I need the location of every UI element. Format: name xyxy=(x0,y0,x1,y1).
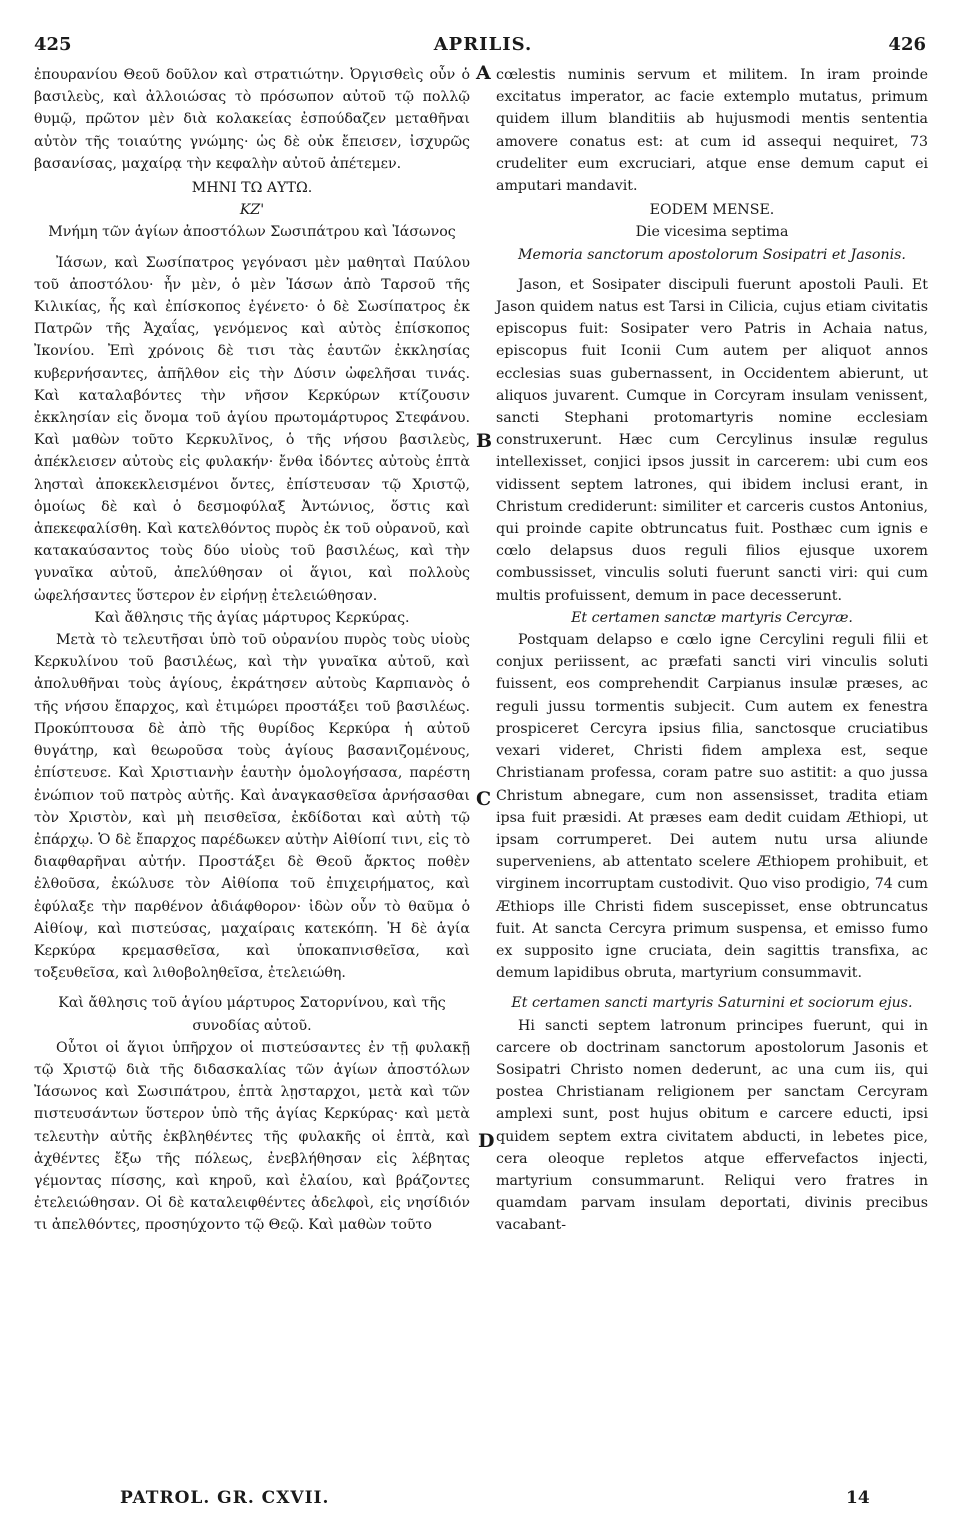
greek-paragraph-4: Οὗτοι οἱ ἅγιοι ὑπῆρχον οἱ πιστεύσαντες ἐν τῇ φυλακῇ τῷ Χριστῷ διὰ τῆς διδασκαλίας τῶν ἁγίων ἀποστόλων Ἰάσωνος καὶ Σωσιπάτρου, ἑπτὰ λῃσταρχοι, μετὰ καὶ τῶν πιστευσάντων ὕστερον ὑπὸ τῆς ἁγίας Κερκύρας· καὶ μετὰ τελευτὴν αὐτῆς ἐκβληθέντες τῆς φυλακῆς οἱ ἑπτὰ, καὶ ἀχθέντες ἔξω τῆς πόλεως, ἐνεβλήθησαν εἰς λέβητας γέμοντας πίσσης, καὶ κηροῦ, καὶ ἐλαίου, καὶ βράζοντες ἐτελειώθησαν. Οἱ δὲ καταλειφθέντες ἀδελφοὶ, εἰς νησίδιόν τι ἀπελθόντες, προσηύχοντο τῷ Θεῷ. Καὶ μαθὼν τοῦτο xyxy=(34,1039,470,1234)
latin-month-heading: EODEM MENSE. xyxy=(649,202,775,219)
latin-kerkyra-heading: Et certamen sanctæ martyris Cercyræ. xyxy=(571,609,853,626)
margin-letter-a: A xyxy=(476,62,491,84)
latin-paragraph-1: cœlestis numinis servum et militem. In iram proinde excitatus imperator, ac facie extemplo mutatus, primum quidem illum blanditiis ab hujusmodi mentis sententia amovere conatus est: at cum id assequi nequiret, 73 crudeliter eum excruciari, atque ense demum caput ei amputari mandavit. xyxy=(496,67,928,195)
greek-saturninus-heading: Καὶ ἄθλησις τοῦ ἁγίου μάρτυρος Σατορνίνου, καὶ τῆς συνοδίας αὐτοῦ. xyxy=(58,995,446,1034)
left-page-number: 425 xyxy=(34,34,72,55)
margin-letter-d: D xyxy=(478,1130,495,1152)
latin-column xyxy=(496,64,928,1237)
greek-paragraph-1: ἐπουρανίου Θεοῦ δοῦλον καὶ στρατιώτην. Ὀργισθεὶς οὖν ὁ βασιλεὺς, καὶ ἀλλοιώσας τὸ πρόσωπον αὐτοῦ τῷ πολλῷ θυμῷ, πρῶτον μὲν διὰ κολακείας ἐσπούδαζεν μεταθῆναι αὐτὸν τῆς τοιαύτης γνώμης· ὡς δὲ οὐκ ἔπεισεν, ἰσχυρῶς βασανίσας, μαχαίρᾳ τὴν κεφαλὴν αὐτοῦ ἀπέτεμεν. xyxy=(34,67,470,172)
latin-day-heading: Die vicesima septima xyxy=(635,224,789,241)
latin-paragraph-3: Postquam delapso e cœlo igne Cercylini reguli filii et conjux periissent, ac præfati sancti viri vinculis soluti fuissent, eos comprehendit Carpianus insulæ præses, ac reguli jussu tormentis subjecit. Cum autem ex fenestra prospiceret Cercyra ipsius filia, sanctosque cruciatibus vexari videret, Christi fidem amplexa est, seque Christianam professa, coram patre suo astitit: a quo jussa Christum abnegare, cum non assensisset, tradita etiam ipsa fuit præsidi. At præses eam dedit cuidam Æthiopi, ut ipsam corrumperet. Dei autem nutu ursa aliunde superveniens, ab attentato scelere Æthiopem prohibuit, et virginem incorruptam custodivit. Quo viso prodigio, 74 cum Æthiops ille Christi fidem suscepisset, ense obtruncatus fuit. At sancta Cercyra primum suspensa, et emisso fumo ex supposito igne cruciata, dein sagittis transfixa, ac demum lapidibus obruta, martyrium consummavit. xyxy=(496,632,928,982)
latin-paragraph-4: Hi sancti septem latronum principes fuerunt, qui in carcere ob doctrinam sanctorum apostolorum Jasonis et Sosipatri Christo nomen dederunt, ac una cum iis, qui postea Christianam religionem per sanctam Cercyram amplexi sunt, post hujus obitum e carcere educti, ipsi quidem septem extra civitatem abducti, in lebetes pice, cera oleoque repletos atque effervefactos injecti, martyrium consummarunt. Reliqui vero fratres in quamdam parvam insulam deportati, divinis precibus vacabant- xyxy=(496,1017,928,1234)
footer-series: PATROL. GR. CXVII. xyxy=(120,1488,330,1508)
margin-letter-c: C xyxy=(476,788,492,810)
greek-column xyxy=(34,64,470,1237)
greek-month-heading: ΜΗΝΙ ΤΩ ΑΥΤΩ. xyxy=(191,180,313,197)
latin-paragraph-2: Jason, et Sosipater discipuli fuerunt apostoli Pauli. Et Jason quidem natus est Tarsi in Cilicia, cujus etiam civitatis episcopus fuit: Sosipater vero Patris in Achaia natus, episcopus fuit Iconii Cum autem per aliquot annos ecclesias suas gubernassent, in Occidentem abierunt, ut aliquos juvarent. Cumque in Corcyram insulam venissent, sancti Stephani protomartyris nomine ecclesiam construxerunt. Hæc cum Cercylinus insulæ regulus intellexisset, conjici ipsos jussit in carcerem: ubi cum eos vidissent septem latrones, qui ibidem inclusi erant, in Christum crediderunt: similiter et carceris custos Antonius, qui proinde capite obtruncatus fuit. Posthæc cum ignis e cœlo delapsus duos reguli filios ejusque uxorem combussisset, vinculis soluti fuerunt sancti viri: qui cum multis profuissent, demum in pace decesserunt. xyxy=(496,276,928,604)
greek-paragraph-2: Ἰάσων, καὶ Σωσίπατρος γεγόνασι μὲν μαθηταὶ Παύλου τοῦ ἀποστόλου· ἦν μὲν, ὁ μὲν Ἰάσων ἀπὸ Ταρσοῦ τῆς Κιλικίας, ἧς καὶ ἐπίσκοπος ἐγένετο· ὁ δὲ Σωσίπατρος ἐκ Πατρῶν τῆς Ἀχαΐας, γενόμενος καὶ αὐτὸς ἐπίσκοπος Ἰκονίου. Ἐπὶ χρόνοις δὲ τισι τὰς ἑαυτῶν ἐκκλησίας κυβερνήσαντες, ἀπῆλθον εἰς τὴν Δύσιν ὠφελῆσαι τινάς. Καὶ καταλαβόντες τὴν νῆσον Κερκύρων κτίζουσιν ἐκκλησίαν εἰς ὄνομα τοῦ ἁγίου πρωτομάρτυρος Στεφάνου. Καὶ μαθὼν τοῦτο Κερκυλῖνος, ὁ τῆς νήσου βασιλεὺς, ἀπέκλεισεν αὐτοὺς εἰς φυλακήν· ἔνθα ἰδόντες αὐτοὺς ἑπτὰ λησταὶ ἀποκεκλεισμένοι ὄντες, ἐπίστευσαν τῷ Χριστῷ, ὁμοίως δὲ καὶ ὁ δεσμοφύλαξ Ἀντώνιος, ὅστις καὶ ἀπεκεφαλίσθη. Καὶ κατελθόντος πυρὸς ἐκ τοῦ οὐρανοῦ, καὶ κατακαύσαντος τοὺς δύο υἱοὺς τοῦ βασιλέως, καὶ τὴν γυναῖκα αὐτοῦ, ἀπελύθησαν οἱ ἅγιοι, καὶ πολλοὺς ὠφελήσαντες ὕστερον ἐν εἰρήνῃ ἐτελειώθησαν. xyxy=(34,254,470,604)
margin-letter-b: B xyxy=(476,430,493,452)
running-title: APRILIS. xyxy=(433,34,533,55)
right-page-number: 426 xyxy=(888,34,926,55)
greek-day-numeral: ΚΖ' xyxy=(239,202,265,219)
footer-signature: 14 xyxy=(846,1488,870,1508)
latin-memory-heading: Memoria sanctorum apostolorum Sosipatri et Jasonis. xyxy=(518,246,906,263)
latin-saturninus-heading: Et certamen sancti martyris Saturnini et sociorum ejus. xyxy=(511,995,913,1012)
greek-kerkyra-heading: Καὶ ἄθλησις τῆς ἁγίας μάρτυρος Κερκύρας. xyxy=(94,609,410,626)
greek-memory-heading: Μνήμη τῶν ἁγίων ἀποστόλων Σωσιπάτρου καὶ Ἰάσωνος xyxy=(48,224,456,241)
greek-paragraph-3: Μετὰ τὸ τελευτῆσαι ὑπὸ τοῦ οὐρανίου πυρὸς τοὺς υἱοὺς Κερκυλίνου τοῦ βασιλέως, καὶ τὴν γυναῖκα αὐτοῦ, καὶ ἀπολυθῆναι τοὺς ἁγίους, ἐκράτησεν αὐτοὺς Καρπιανὸς ὁ τῆς νήσου ἔπαρχος, καὶ ἐτιμώρει προστάξει τοῦ βασιλέως. Προκύπτουσα δὲ ἀπὸ τῆς θυρίδος Κερκύρα ἡ αὐτοῦ θυγάτηρ, καὶ θεωροῦσα τοὺς ἁγίους βασανιζομένους, ἐπίστευσε. Καὶ Χριστιανὴν ἑαυτὴν ὁμολογήσασα, παρέστη ἐνώπιον τοῦ πατρὸς αὐτῆς. Καὶ ἀναγκασθεῖσα ἀρνήσασθαι τὸν Χριστὸν, καὶ μὴ πεισθεῖσα, ἐκδίδοται καὶ αὐτὴ τῷ ἐπάρχῳ. Ὁ δὲ ἔπαρχος παρέδωκεν αὐτὴν Αἰθίοπί τινι, εἰς τὸ διαφθαρῆναι αὐτήν. Προστάξει δὲ Θεοῦ ἄρκτος ποθὲν ἐλθοῦσα, ἐκώλυσε τὸν Αἰθίοπα τοῦ ἐπιχειρήματος, καὶ ἐφύλαξε τὴν παρθένον ἀδιάφθορον· ἰδὼν οὖν τὸ θαῦμα ὁ Αἰθίοψ, καὶ πιστεύσας, μαχαίραις κατεκόπη. Ἡ δὲ ἁγία Κερκύρα κρεμασθεῖσα, καὶ ὑποκαπνισθεῖσα, καὶ τοξευθεῖσα, καὶ λιθοβοληθεῖσα, ἐτελειώθη. xyxy=(34,632,470,982)
